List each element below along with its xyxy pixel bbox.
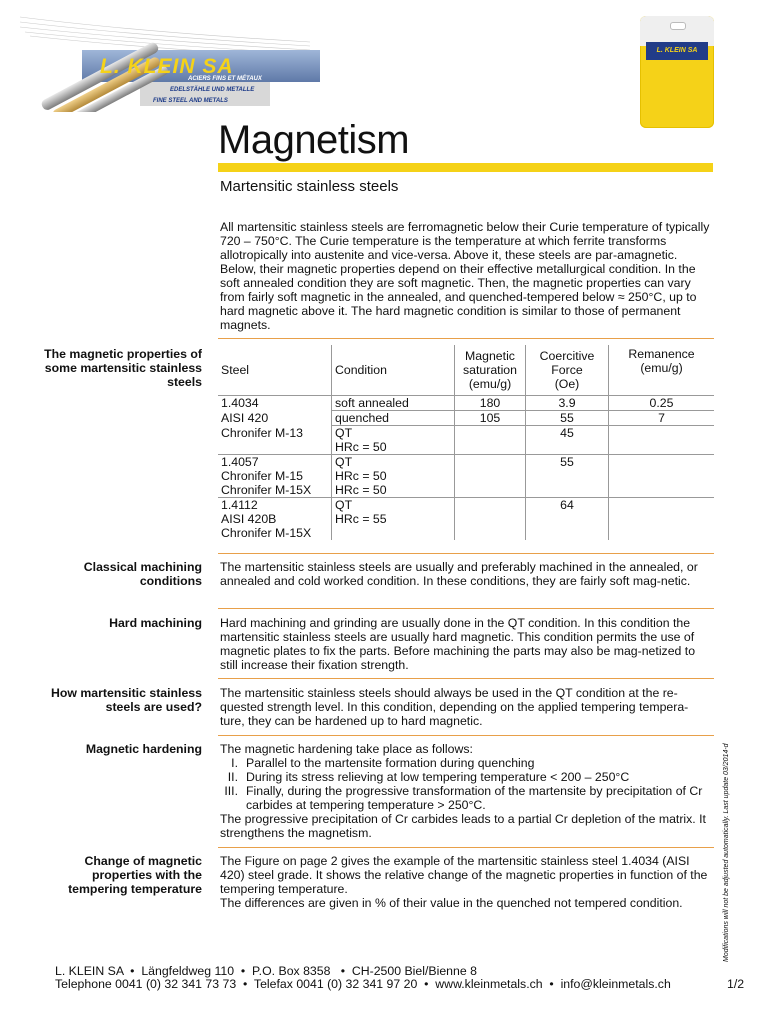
table-row: AISI 420B HRc = 55 (218, 512, 714, 526)
footer-contact: Telephone 0041 (0) 32 341 73 73 • Telefax 0041 (0) 32 341 97 20 • www.kleinmetals.ch • info@kleinmetals.ch (55, 977, 671, 991)
table-row: Chronifer M-15X (218, 526, 714, 540)
list-item: II. During its stress relieving at low tempering temperature < 200 – 250°C (227, 770, 630, 784)
header-magnetic-saturation: Magnetic saturation (emu/g) (455, 345, 526, 396)
update-note: Modifications will not be adjusted automatically. Last update 03/2014-d (723, 743, 730, 962)
table-row: 1.4112 QT 64 (218, 498, 714, 513)
table-row: 1.4057 QT 55 (218, 455, 714, 470)
divider (218, 608, 714, 609)
table-row: Chronifer M-13 QT 45 (218, 426, 714, 441)
section-label-magnetic-hardening: Magnetic hardening (85, 742, 202, 756)
divider (218, 735, 714, 736)
section-label-hard-machining: Hard machining (109, 616, 202, 630)
section-magnetic-hardening (220, 742, 712, 840)
divider (218, 553, 714, 554)
list-item: I. Parallel to the martensite formation during quenching (231, 756, 535, 770)
divider (218, 678, 714, 679)
divider (218, 338, 714, 339)
header-remanence: Remanence (emu/g) (609, 345, 715, 396)
section-change (220, 854, 712, 910)
header-coercitive-force: Coercitive Force (Oe) (526, 345, 609, 396)
table-section-label: The magnetic properties of some martensitic stainless steels (44, 347, 202, 389)
list-item: III. Finally, during the progressive transformation of the martensite by precipitation of Cr carbides at tempering temperature > 250°C. (224, 784, 703, 812)
footer-address: L. KLEIN SA • Längfeldweg 110 • P.O. Box 8358 • CH-2500 Biel/Bienne 8 (55, 964, 477, 978)
brand-tagline-fr: ACIERS FINS ET MÉTAUX (188, 76, 262, 82)
section-text-how-used: The martensitic stainless steels should always be used in the QT condition at the re-quested strength level. In this condition, depending on the applied tempering tempera-ture, they can be hardened up to hard magnetic. (220, 686, 689, 728)
company-logo (20, 12, 320, 112)
table-row: HRc = 50 (218, 440, 714, 455)
product-swatch-card (640, 16, 714, 128)
hardening-lead: The magnetic hardening take place as follows: (220, 742, 473, 756)
hardening-list (220, 756, 712, 812)
table-row: 1.4034 soft annealed 180 3.9 0.25 (218, 396, 714, 411)
brand-tagline-de: EDELSTÄHLE UND METALLE (170, 87, 255, 93)
table-row: AISI 420 quenched 105 55 7 (218, 411, 714, 426)
change-text-2: The differences are given in % of their value in the quenched not tempered condition. (220, 896, 683, 910)
section-label-how-used: How martensitic stainless steels are used? (50, 686, 202, 714)
page-subtitle: Martensitic stainless steels (220, 178, 399, 195)
card-mini-logo: L. KLEIN SA (646, 42, 708, 60)
brand-tagline-en: FINE STEEL AND METALS (153, 98, 228, 104)
header-steel: Steel (221, 363, 250, 377)
page-title: Magnetism (218, 118, 410, 162)
brand-name: L. KLEIN SA (100, 55, 234, 78)
table-row: Chronifer M-15X HRc = 50 (218, 483, 714, 498)
section-text-classical: The martensitic stainless steels are usually and preferably machined in the annealed, or annealed and cold worked condition. In these conditions, they are fairly soft mag-netic. (220, 560, 698, 588)
section-label-change: Change of magnetic properties with the tempering temperature (68, 854, 202, 896)
divider (218, 847, 714, 848)
header-condition: Condition (332, 345, 455, 396)
title-accent-bar (218, 163, 713, 172)
hardening-tail: The progressive precipitation of Cr carbides leads to a partial Cr depletion of the matrix. It strengthens the magnetism. (220, 812, 706, 840)
intro-paragraph: All martensitic stainless steels are ferromagnetic below their Curie temperature of typically 720 – 750°C. The Curie temperature is the temperature at which ferrite transforms allotropically into austenite and vice-versa. Above it, these steels are par-amagnetic. Below, their magnetic properties depend on their effective metallurgical condition. In the soft annealed condition they are soft magnetic. Then, the magnetic properties can vary from fairly soft magnetic in the annealed, and quenched-tempered below ≈ 250°C, up to hard magnetic above it. The hard magnetic condition is similar to those of permanent magnets. (220, 220, 710, 332)
change-text-1: The Figure on page 2 gives the example of the martensitic stainless steel 1.4034 (AISI 420) steel grade. It shows the relative change of the magnetic properties in function of the tempering temperature. (220, 854, 708, 896)
page-number: 1/2 (727, 977, 745, 991)
section-label-classical: Classical machining conditions (83, 560, 202, 588)
magnetic-properties-table (218, 345, 714, 540)
table-row: Chronifer M-15 HRc = 50 (218, 469, 714, 483)
section-text-hard-machining: Hard machining and grinding are usually done in the QT condition. In this condition the martensitic stainless steels are usually hard magnetic. This condition permits the use of magnetic plates to fix the parts. Before machining the parts may also be mag-netized to still increase their fixation strength. (220, 616, 696, 672)
